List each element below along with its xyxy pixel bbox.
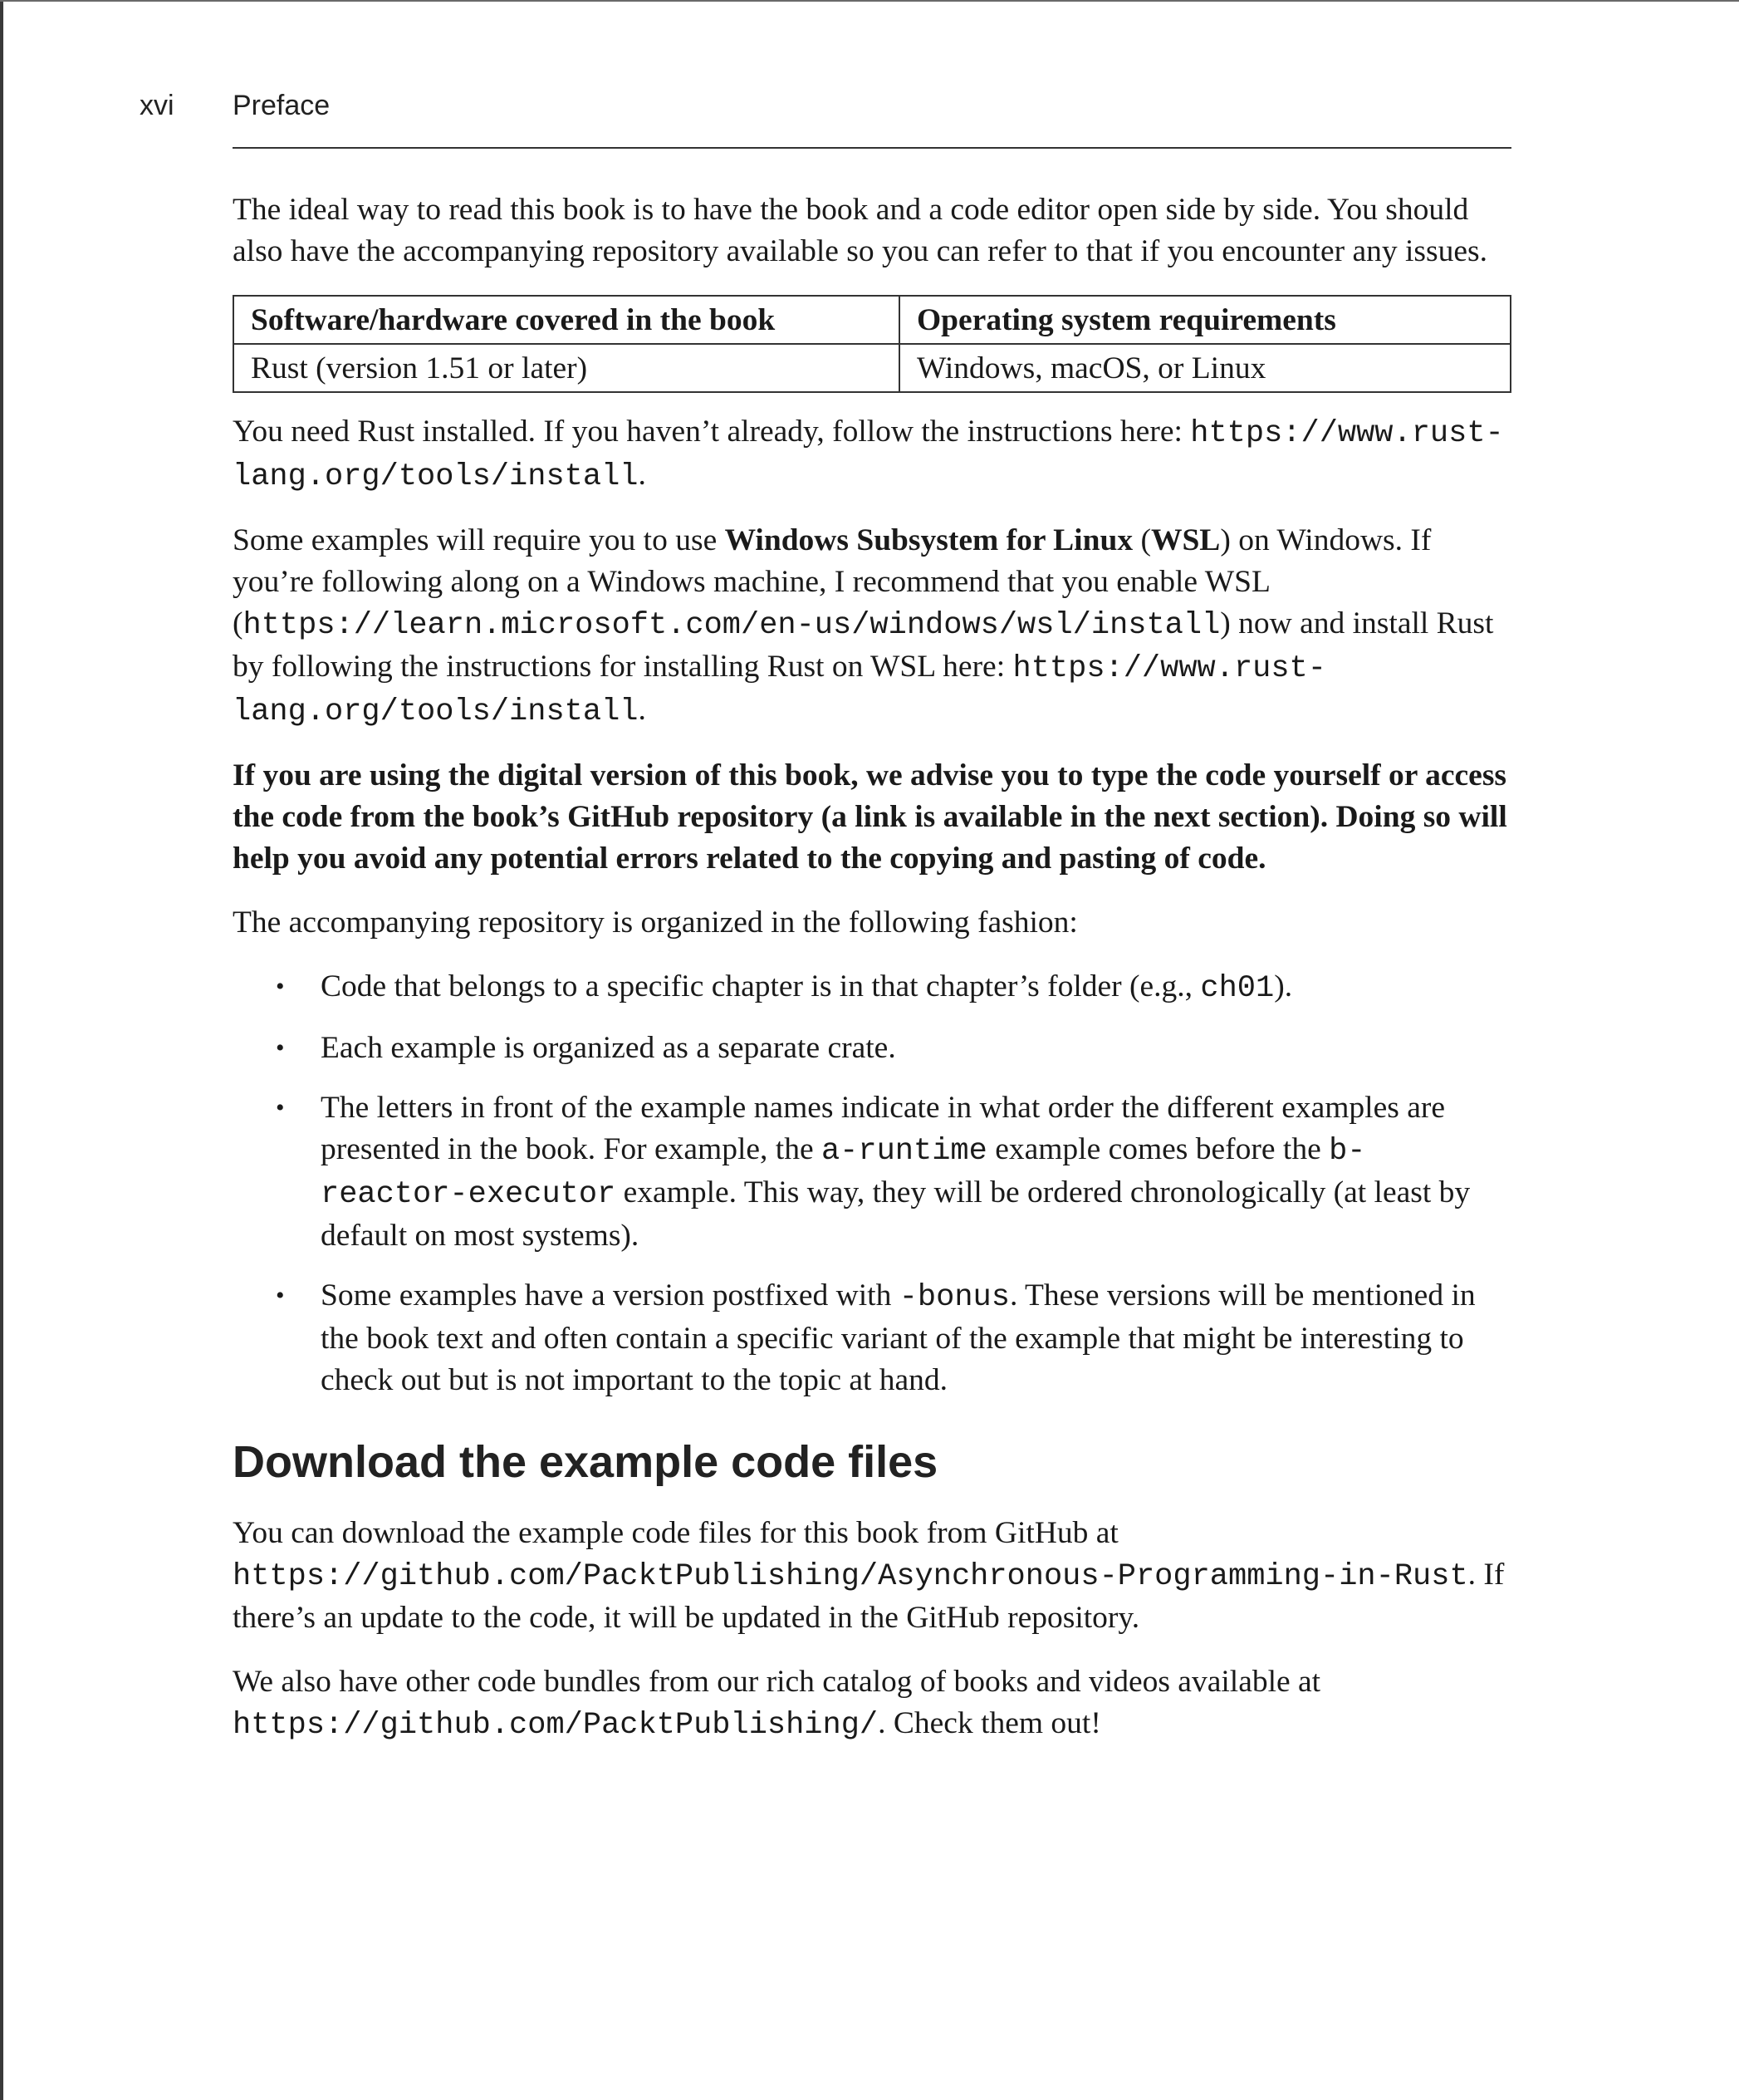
- bullet-icon: •: [276, 973, 285, 1000]
- bullet-icon: •: [276, 1034, 285, 1062]
- text: ) on Windows. If you’re following along on a Windows machine, I recommend that you enable WSL (: [233, 523, 1432, 640]
- code-inline: ch01: [1200, 971, 1275, 1006]
- download-heading: Download the example code files: [233, 1437, 938, 1487]
- table-header-cell: Operating system requirements: [899, 296, 1511, 344]
- header-rule: [233, 147, 1511, 149]
- running-head: [140, 90, 1511, 148]
- download-paragraph: [233, 1513, 1511, 1639]
- text: example. This way, they will be ordered chronologically (at least by default on most systems).: [321, 1175, 1471, 1253]
- section-title: Preface: [233, 90, 331, 121]
- text: .: [638, 458, 646, 492]
- page-body: [233, 189, 1511, 1769]
- text: . If there’s an update to the code, it will be updated in the GitHub repository.: [233, 1558, 1505, 1635]
- bullet-icon: •: [276, 1094, 285, 1121]
- page-edge-top: [0, 0, 1739, 2]
- text: . Check them out!: [878, 1706, 1101, 1740]
- page-number: xvi: [140, 90, 174, 121]
- text: ) now and install Rust by following the instructions for installing Rust on WSL here:: [233, 606, 1494, 684]
- text: Some examples will require you to use: [233, 523, 725, 557]
- text: You can download the example code files for this book from GitHub at: [233, 1516, 1119, 1550]
- text: .: [638, 693, 646, 727]
- table-row: [233, 344, 1511, 392]
- table-cell: Windows, macOS, or Linux: [899, 344, 1511, 392]
- table-header-cell: Software/hardware covered in the book: [233, 296, 899, 344]
- note-text: If you are using the digital version of this book, we advise you to type the code yourself or access the code from the book’s GitHub repository (a link is available in the next section). Doing so will help you avoid any potential errors related to the copying and pasting of code.: [233, 758, 1507, 876]
- wsl-install-link[interactable]: https://learn.microsoft.com/en-us/windows/wsl/install: [242, 608, 1221, 643]
- wsl-paragraph: [233, 520, 1511, 733]
- wsl-abbr: WSL: [1150, 523, 1221, 557]
- page-edge: [0, 0, 3, 2100]
- rust-install-link[interactable]: https://www.rust-lang.org/tools/install: [233, 416, 1504, 494]
- bullet-icon: •: [276, 1282, 285, 1309]
- text: Each example is organized as a separate crate.: [321, 1031, 896, 1065]
- intro-paragraph: The ideal way to read this book is to have the book and a code editor open side by side. You should also have the accompanying repository available so you can refer to that if you encounter any issues.: [233, 193, 1487, 268]
- repo-intro-paragraph: The accompanying repository is organized in the following fashion:: [233, 905, 1078, 940]
- text: (: [1133, 523, 1151, 557]
- list-item: [233, 1087, 1511, 1257]
- table-cell: Rust (version 1.51 or later): [233, 344, 899, 392]
- text: example comes before the: [987, 1132, 1330, 1166]
- requirements-table: [233, 295, 1511, 393]
- text: Some examples have a version postfixed with: [321, 1278, 899, 1312]
- code-inline: -bonus: [899, 1280, 1010, 1315]
- packt-github-link[interactable]: https://github.com/PacktPublishing/: [233, 1708, 879, 1743]
- text: . These versions will be mentioned in the book text and often contain a specific variant of the example that might be interesting to check out but is not important to the topic at hand.: [321, 1278, 1476, 1397]
- text: We also have other code bundles from our rich catalog of books and videos available at: [233, 1665, 1321, 1699]
- list-item: [233, 1028, 1511, 1069]
- digital-version-note: [233, 755, 1511, 880]
- text: Code that belongs to a specific chapter is in that chapter’s folder (e.g.,: [321, 969, 1201, 1003]
- list-item: [233, 1275, 1511, 1401]
- code-inline: a-runtime: [821, 1134, 987, 1169]
- list-item: [233, 966, 1511, 1009]
- text: The letters in front of the example names indicate in what order the different examples are presented in the book. For example, the: [321, 1091, 1445, 1166]
- rust-install-link[interactable]: https://www.rust-lang.org/tools/install: [233, 651, 1326, 729]
- table-header-row: [233, 296, 1511, 344]
- repo-organization-list: [233, 966, 1511, 1401]
- github-repo-link[interactable]: https://github.com/PacktPublishing/Asynchronous-Programming-in-Rust: [233, 1559, 1468, 1594]
- bundles-paragraph: [233, 1661, 1511, 1746]
- code-inline: b-reactor-executor: [321, 1134, 1366, 1212]
- text: ).: [1274, 969, 1293, 1003]
- text: You need Rust installed. If you haven’t already, follow the instructions here:: [233, 415, 1191, 449]
- rust-install-paragraph: [233, 411, 1511, 498]
- wsl-term: Windows Subsystem for Linux: [724, 523, 1134, 557]
